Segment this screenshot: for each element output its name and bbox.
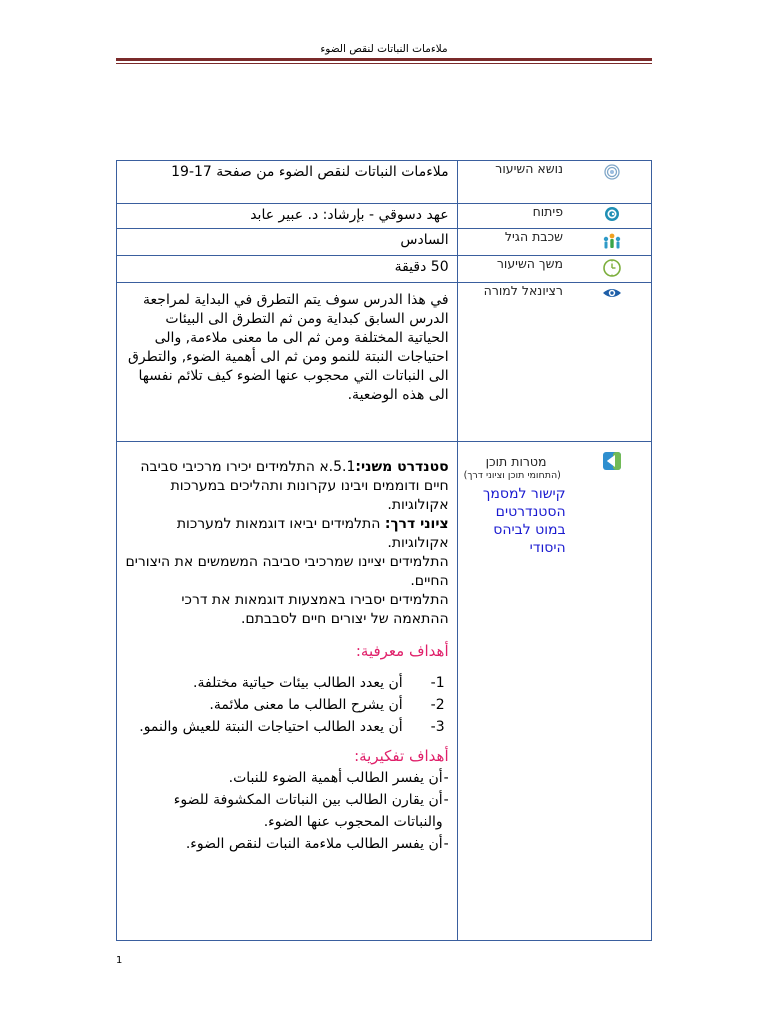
target-icon: [601, 163, 623, 185]
cognitive-goal-item: [123, 716, 449, 738]
development-label-cell: [457, 204, 651, 229]
thinking-goal-item: [123, 789, 449, 833]
goal-text: أن يفسر الطالب ملاءمة النبات لنقص الضوء.: [185, 836, 443, 852]
row-topic: [117, 161, 652, 204]
people-icon: [601, 231, 623, 253]
lesson-plan-table: [116, 160, 652, 941]
goal-bullet: -: [443, 770, 449, 786]
rationale-label: רציונאל למורה: [483, 283, 563, 298]
milestone-text: התלמידים יביאו דוגמאות למערכות אקולוגיות.: [176, 516, 449, 551]
row-development: [117, 204, 652, 229]
goal-text: أن يشرح الطالب ما معنى ملائمة.: [209, 697, 403, 713]
goal-text: أن يعدد الطالب بيئات حياتية مختلفة.: [193, 675, 403, 691]
thinking-goals-list: [123, 767, 449, 855]
milestone-line-3: התלמידים יסבירו באמצעות דוגמאות את דרכי ההתאמה של יצורים חיים לסבבתם.: [181, 592, 449, 627]
row-duration: [117, 256, 652, 283]
row-rationale: [117, 283, 652, 442]
spiral-icon: [601, 206, 623, 228]
thinking-goal-item: [123, 833, 449, 855]
goal-number: 3-: [430, 719, 445, 735]
goal-bullet: -: [443, 792, 449, 808]
standards-label-cell: [457, 442, 651, 941]
grade-label: שכבת הגיל: [504, 229, 563, 244]
page-header-title: ملاءمات النباتات لنقص الضوء: [320, 43, 448, 55]
topic-label-cell: [457, 161, 651, 204]
thinking-goal-item: [123, 767, 449, 789]
grade-label-cell: [457, 229, 651, 256]
row-standards: [117, 442, 652, 941]
milestone-line-2: התלמידים יציינו שמרכיבי סביבה המשמשים את היצורים החיים.: [125, 554, 449, 589]
arrow-left-icon: [601, 450, 623, 472]
content-goals-sublabel: (התחומי תוכן וציוני דרך): [463, 470, 561, 481]
standards-goals-cell: [117, 442, 458, 941]
header-divider-thin: [116, 63, 652, 64]
rationale-label-cell: [457, 283, 651, 442]
standard-secondary-text: 5.1.א התלמידים יכירו מרכיבי סביבה חיים ודוממים ויבינו עקרונות ותהליכים במערכות אקולוגיות.: [140, 459, 449, 513]
duration-label-cell: [457, 256, 651, 283]
topic-label: נושא השיעור: [495, 161, 563, 176]
goal-bullet: -: [443, 836, 449, 852]
goal-text: أن يقارن الطالب بين النباتات المكشوفة للضوء والنباتات المحجوب عنها الضوء.: [173, 792, 443, 830]
cognitive-goals-heading: أهداف معرفية:: [355, 642, 449, 660]
goal-number: 1-: [430, 675, 445, 691]
eye-icon: [601, 285, 623, 307]
goal-text: أن يفسر الطالب أهمية الضوء للنبات.: [228, 770, 443, 786]
development-label: פיתוח: [532, 204, 563, 219]
duration-label: משך השיעור: [496, 256, 563, 271]
standards-text: [123, 458, 449, 629]
goal-text: أن يعدد الطالب احتياجات النبتة للعيش والنمو.: [139, 719, 403, 735]
page-number: 1: [116, 955, 123, 966]
rationale-value: في هذا الدرس سوف يتم التطرق في البداية لمراجعة الدرس السابق كبداية ومن ثم التطرق الى البيئات الحياتية المختلفة ومن ثم الى ما معنى ملاءمة, والى احتياجات النبتة للنمو ومن ثم الى أهمية الضوء, والتطرق الى النباتات التي محجوب عنها الضوء كيف تلائم نفسها الى هذه الوضعية.: [117, 283, 458, 442]
development-value: عهد دسوقي - بإرشاد: د. عبير عابد: [117, 204, 458, 229]
content-goals-label: מטרות תוכן: [485, 454, 547, 469]
milestone-label: ציוני דרך:: [384, 516, 449, 532]
standard-secondary-label: סטנדרט משני:: [355, 459, 449, 475]
thinking-goals-heading: أهداف تفكيرية:: [354, 747, 449, 765]
goal-number: 2-: [430, 697, 445, 713]
standards-document-link[interactable]: קישור למסמך הסטנדרטים במוט לביהס היסודי: [482, 486, 566, 556]
header-divider-thick: [116, 58, 652, 61]
cognitive-goal-item: [123, 694, 449, 716]
content-goals-label-block: [464, 454, 568, 557]
row-grade: [117, 229, 652, 256]
duration-value: 50 دقيقة: [117, 256, 458, 283]
clock-icon: [601, 258, 623, 280]
topic-value: ملاءمات النباتات لنقص الضوء من صفحة 17-19: [117, 161, 458, 204]
grade-value: السادس: [117, 229, 458, 256]
cognitive-goal-item: [123, 672, 449, 694]
cognitive-goals-list: [123, 672, 449, 738]
